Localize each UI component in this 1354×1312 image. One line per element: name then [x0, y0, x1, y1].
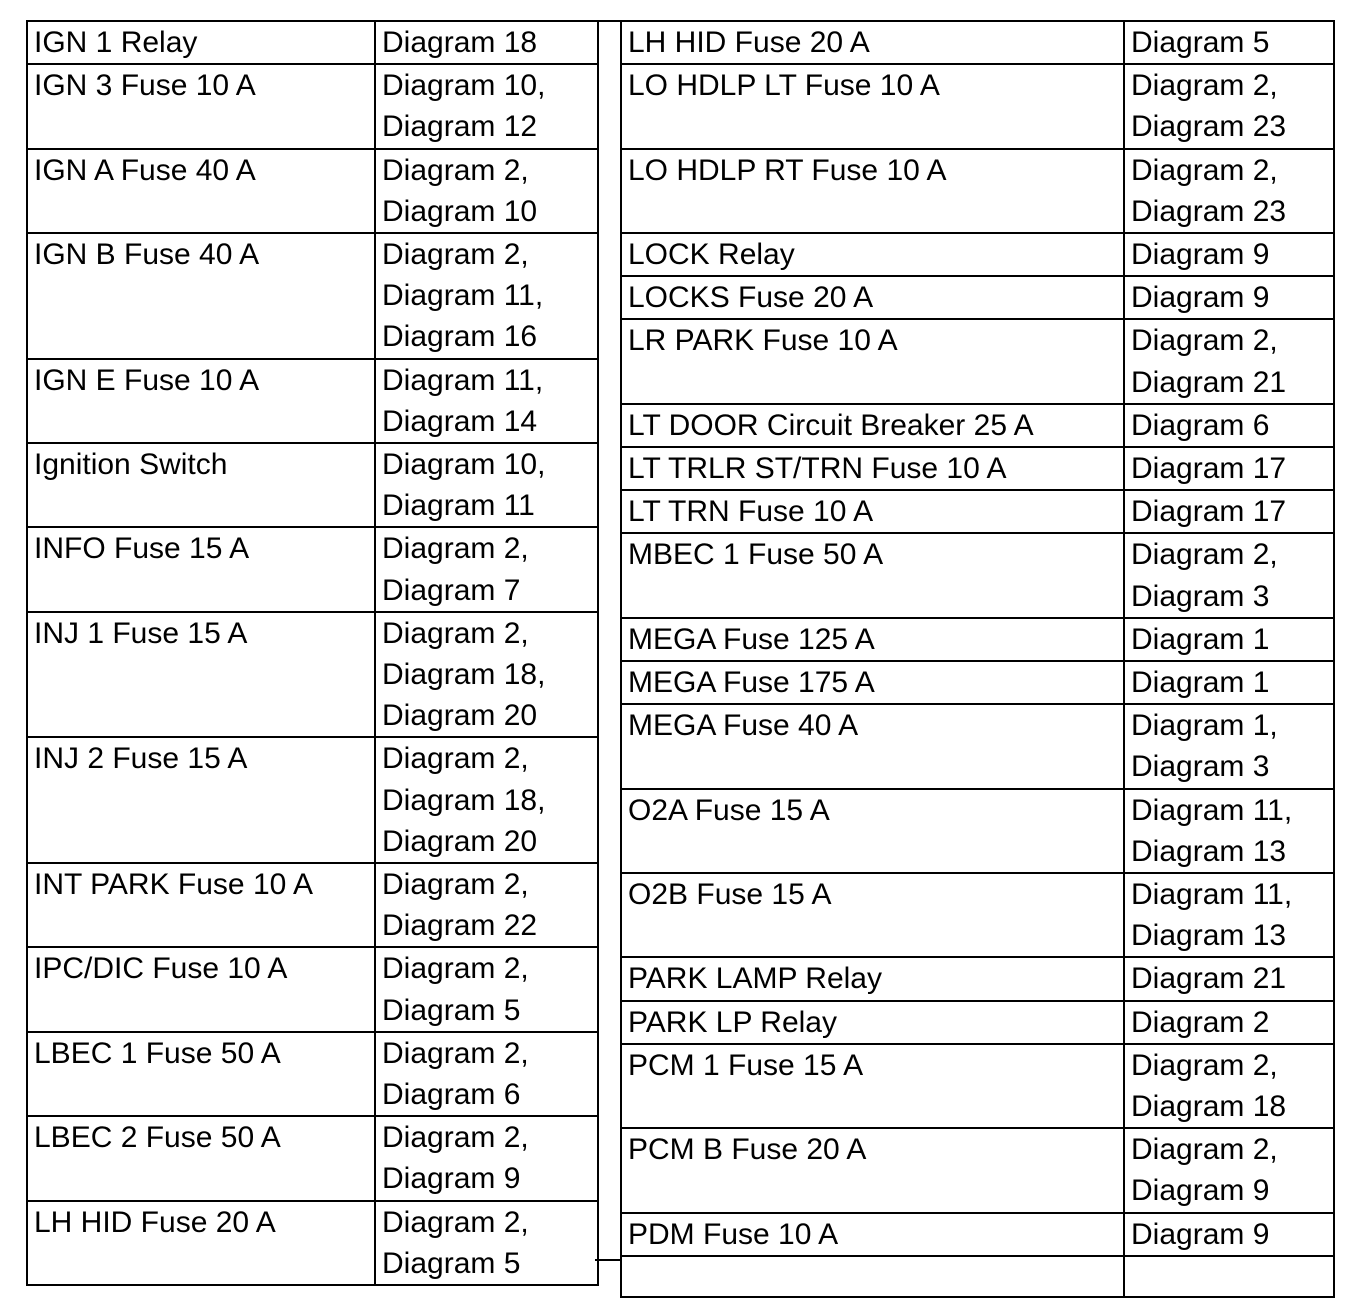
diagram-reference-cell: Diagram 2, Diagram 6 [375, 1032, 598, 1116]
table-row [27, 947, 598, 1031]
component-cell: O2A Fuse 15 A [621, 789, 1124, 873]
component-cell: LOCKS Fuse 20 A [621, 276, 1124, 319]
diagram-reference-cell: Diagram 2, Diagram 7 [375, 527, 598, 611]
diagram-reference-cell: Diagram 5 [1124, 21, 1334, 64]
table-row [621, 873, 1334, 957]
table-row [621, 704, 1334, 788]
table-row [621, 233, 1334, 276]
component-cell: LBEC 1 Fuse 50 A [27, 1032, 375, 1116]
column-separator [595, 20, 622, 1261]
diagram-reference-cell: Diagram 9 [1124, 1213, 1334, 1256]
table-row [27, 443, 598, 527]
diagram-reference-cell: Diagram 17 [1124, 490, 1334, 533]
diagram-reference-cell: Diagram 2, Diagram 22 [375, 863, 598, 947]
diagram-reference-cell: Diagram 2, Diagram 21 [1124, 319, 1334, 403]
table-row [621, 64, 1334, 148]
table-row [27, 1032, 598, 1116]
diagram-reference-cell: Diagram 1, Diagram 3 [1124, 704, 1334, 788]
diagram-reference-cell: Diagram 1 [1124, 661, 1334, 704]
table-row [27, 233, 598, 359]
diagram-reference-cell: Diagram 2, Diagram 11, Diagram 16 [375, 233, 598, 359]
diagram-reference-cell: Diagram 2, Diagram 18 [1124, 1044, 1334, 1128]
component-cell: INJ 1 Fuse 15 A [27, 612, 375, 738]
component-cell: Ignition Switch [27, 443, 375, 527]
table-row [621, 789, 1334, 873]
table-row [621, 1256, 1334, 1297]
table-row [621, 1044, 1334, 1128]
table-row [621, 447, 1334, 490]
table-row [27, 612, 598, 738]
diagram-reference-cell: Diagram 2, Diagram 18, Diagram 20 [375, 737, 598, 863]
diagram-reference-cell: Diagram 2, Diagram 5 [375, 1201, 598, 1285]
component-cell: LOCK Relay [621, 233, 1124, 276]
diagram-reference-cell: Diagram 2, Diagram 9 [1124, 1128, 1334, 1212]
table-row [621, 618, 1334, 661]
diagram-reference-cell: Diagram 18 [375, 21, 598, 64]
component-cell: IGN 1 Relay [27, 21, 375, 64]
component-cell: INFO Fuse 15 A [27, 527, 375, 611]
table-row [27, 149, 598, 233]
diagram-reference-cell: Diagram 2, Diagram 18, Diagram 20 [375, 612, 598, 738]
component-cell: IGN E Fuse 10 A [27, 359, 375, 443]
table-row [621, 319, 1334, 403]
component-index-table [26, 20, 1333, 1280]
component-cell [621, 1256, 1124, 1297]
diagram-reference-cell: Diagram 1 [1124, 618, 1334, 661]
component-cell: MEGA Fuse 40 A [621, 704, 1124, 788]
table-row [27, 863, 598, 947]
diagram-reference-cell: Diagram 2, Diagram 9 [375, 1116, 598, 1200]
index-table-right [620, 20, 1335, 1298]
component-cell: PCM 1 Fuse 15 A [621, 1044, 1124, 1128]
table-row [27, 64, 598, 148]
component-cell: IGN 3 Fuse 10 A [27, 64, 375, 148]
table-row [621, 1001, 1334, 1044]
component-cell: INJ 2 Fuse 15 A [27, 737, 375, 863]
diagram-reference-cell: Diagram 2, Diagram 10 [375, 149, 598, 233]
table-row [621, 276, 1334, 319]
diagram-reference-cell: Diagram 2, Diagram 3 [1124, 533, 1334, 617]
diagram-reference-cell [1124, 1256, 1334, 1297]
component-cell: PDM Fuse 10 A [621, 1213, 1124, 1256]
table-row [621, 490, 1334, 533]
diagram-reference-cell: Diagram 9 [1124, 276, 1334, 319]
diagram-reference-cell: Diagram 11, Diagram 13 [1124, 789, 1334, 873]
diagram-reference-cell: Diagram 2, Diagram 23 [1124, 64, 1334, 148]
diagram-reference-cell: Diagram 6 [1124, 404, 1334, 447]
table-row [27, 1201, 598, 1285]
table-row [621, 1213, 1334, 1256]
component-cell: LT DOOR Circuit Breaker 25 A [621, 404, 1124, 447]
table-row [27, 359, 598, 443]
diagram-reference-cell: Diagram 11, Diagram 14 [375, 359, 598, 443]
table-row [621, 957, 1334, 1000]
component-cell: PARK LP Relay [621, 1001, 1124, 1044]
component-cell: LBEC 2 Fuse 50 A [27, 1116, 375, 1200]
diagram-reference-cell: Diagram 17 [1124, 447, 1334, 490]
left-table-body [27, 21, 598, 1285]
component-cell: MEGA Fuse 175 A [621, 661, 1124, 704]
index-table-left [26, 20, 599, 1286]
table-row [27, 1116, 598, 1200]
component-cell: LT TRN Fuse 10 A [621, 490, 1124, 533]
table-row [621, 661, 1334, 704]
table-row [621, 1128, 1334, 1212]
component-cell: LH HID Fuse 20 A [27, 1201, 375, 1285]
table-row [621, 533, 1334, 617]
diagram-reference-cell: Diagram 11, Diagram 13 [1124, 873, 1334, 957]
diagram-reference-cell: Diagram 2 [1124, 1001, 1334, 1044]
component-cell: IPC/DIC Fuse 10 A [27, 947, 375, 1031]
component-cell: INT PARK Fuse 10 A [27, 863, 375, 947]
component-cell: LR PARK Fuse 10 A [621, 319, 1124, 403]
component-cell: LO HDLP RT Fuse 10 A [621, 149, 1124, 233]
component-cell: MBEC 1 Fuse 50 A [621, 533, 1124, 617]
component-cell: PCM B Fuse 20 A [621, 1128, 1124, 1212]
table-row [27, 737, 598, 863]
component-cell: MEGA Fuse 125 A [621, 618, 1124, 661]
diagram-reference-cell: Diagram 9 [1124, 233, 1334, 276]
component-cell: IGN B Fuse 40 A [27, 233, 375, 359]
table-row [621, 149, 1334, 233]
diagram-reference-cell: Diagram 2, Diagram 23 [1124, 149, 1334, 233]
diagram-reference-cell: Diagram 2, Diagram 5 [375, 947, 598, 1031]
diagram-reference-cell: Diagram 21 [1124, 957, 1334, 1000]
table-row [621, 404, 1334, 447]
component-cell: LH HID Fuse 20 A [621, 21, 1124, 64]
component-cell: LT TRLR ST/TRN Fuse 10 A [621, 447, 1124, 490]
table-row [27, 527, 598, 611]
component-cell: O2B Fuse 15 A [621, 873, 1124, 957]
right-table-body [621, 21, 1334, 1297]
component-cell: IGN A Fuse 40 A [27, 149, 375, 233]
component-cell: PARK LAMP Relay [621, 957, 1124, 1000]
diagram-reference-cell: Diagram 10, Diagram 11 [375, 443, 598, 527]
table-row [27, 21, 598, 64]
component-cell: LO HDLP LT Fuse 10 A [621, 64, 1124, 148]
table-row [621, 21, 1334, 64]
diagram-reference-cell: Diagram 10, Diagram 12 [375, 64, 598, 148]
